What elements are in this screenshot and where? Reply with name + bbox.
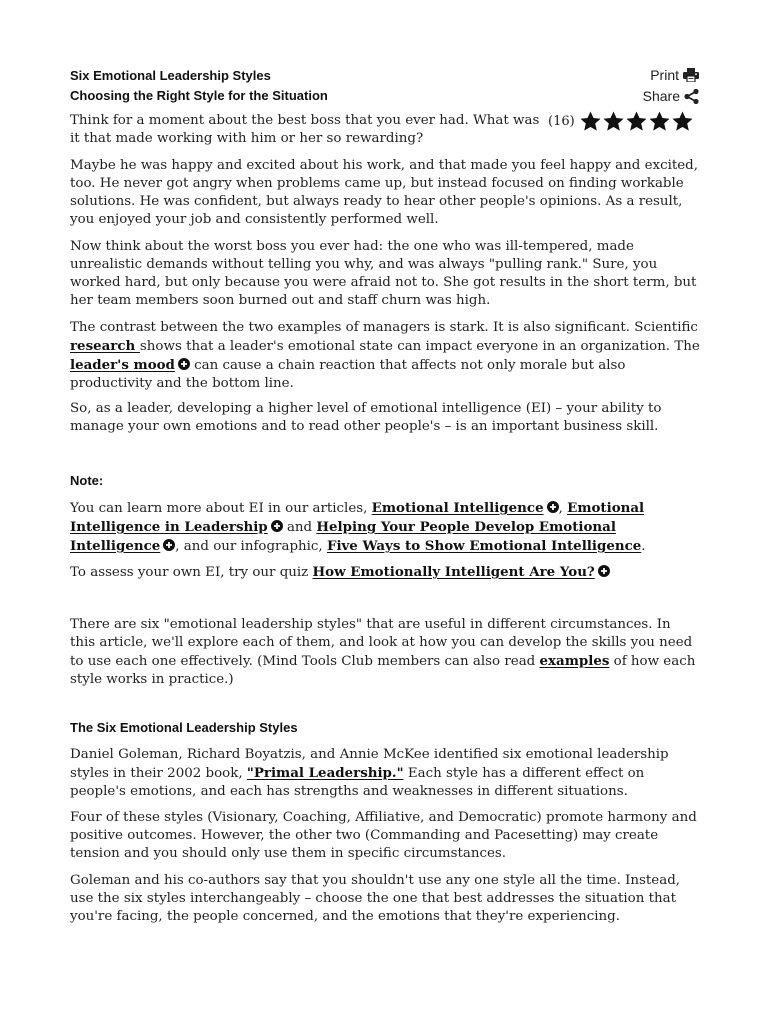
section-heading: The Six Emotional Leadership Styles: [70, 720, 298, 735]
plus-circle-icon[interactable]: [271, 520, 283, 532]
intro-paragraph: Think for a moment about the best boss that you ever had. What was it that made working with him or her so rewarding?: [70, 113, 540, 146]
examples-link[interactable]: examples: [539, 653, 610, 669]
plus-circle-icon[interactable]: [178, 358, 190, 370]
text-segment: shows that a leader's emotional state can impact everyone in an organization. The: [139, 339, 700, 354]
print-label: Print: [650, 67, 679, 83]
text-segment: There are six "emotional leadership styles" that are useful in different circumstances. In this article, we'll explore each of them, and look at how you can develop the skills you need to use each one effectively. (Mind Tools Club members can also read: [70, 617, 693, 669]
text-segment: of how each style works in practice.): [70, 654, 696, 687]
star-icon[interactable]: [579, 110, 602, 133]
research-link[interactable]: research: [70, 338, 140, 354]
star-rating[interactable]: [548, 110, 694, 133]
note-articles: [70, 499, 700, 556]
text-segment: ,: [558, 501, 568, 516]
paragraph-contrast: [70, 319, 700, 393]
helping-people-link[interactable]: Helping Your People Develop Emotional Intelligence: [70, 519, 616, 554]
text-segment: and: [282, 520, 317, 535]
text-segment: can cause a chain reaction that affects not only morale but also productivity and the bottom line.: [70, 358, 626, 391]
article-subtitle: Choosing the Right Style for the Situation: [70, 88, 328, 103]
text-segment: To assess your own EI, try our quiz: [70, 565, 313, 580]
emotional-intelligence-link[interactable]: Emotional Intelligence: [371, 500, 544, 516]
paragraph-best-boss: Maybe he was happy and excited about his work, and that made you feel happy and excited, too. He never got angry when problems came up, but instead focused on finding workable solutions. He was confident, but always ready to hear other people's opinions. As a result, you enjoyed your job and consistently performed well.: [70, 158, 699, 227]
article-title: Six Emotional Leadership Styles: [70, 68, 271, 83]
share-icon: [684, 89, 699, 104]
five-ways-link[interactable]: Five Ways to Show Emotional Intelligence: [326, 538, 642, 554]
note-quiz: [70, 563, 700, 582]
rating-count: (16): [548, 114, 575, 129]
share-button[interactable]: [643, 88, 699, 104]
text-segment: The contrast between the two examples of managers is stark. It is also significant. Scientific: [70, 320, 698, 335]
paragraph-goleman: [70, 746, 700, 801]
paragraph-four-styles: Four of these styles (Visionary, Coaching, Affiliative, and Democratic) promote harmony and positive outcomes. However, the other two (Commanding and Pacesetting) may create tension and you should only use them in specific circumstances.: [70, 810, 697, 861]
note-label: Note:: [70, 473, 104, 488]
text-segment: Daniel Goleman, Richard Boyatzis, and Annie McKee identified six emotional leadership styles in their 2002 book,: [70, 747, 669, 781]
ei-leadership-link[interactable]: Emotional Intelligence in Leadership: [70, 500, 645, 535]
star-icon[interactable]: [648, 110, 671, 133]
share-label: Share: [642, 88, 680, 104]
text-segment: You can learn more about EI in our articles,: [70, 501, 372, 516]
plus-circle-icon[interactable]: [163, 539, 175, 551]
paragraph-ei: So, as a leader, developing a higher level of emotional intelligence (EI) – your ability to manage your own emotions and to read other people's – is an important business skill.: [70, 401, 662, 434]
quiz-link[interactable]: How Emotionally Intelligent Are You?: [312, 564, 595, 580]
rating-stars: [579, 110, 694, 133]
paragraph-interchangeable: Goleman and his co-authors say that you shouldn't use any one style all the time. Instead, use the six styles interchangeably – choose the one that best addresses the situation that you're facing, the people concerned, and the emotions that they're experiencing.: [70, 873, 681, 924]
text-segment: , and our infographic,: [175, 539, 327, 554]
star-icon[interactable]: [602, 110, 625, 133]
print-button[interactable]: [650, 67, 699, 83]
leaders-mood-link[interactable]: leader's mood: [70, 357, 175, 373]
plus-circle-icon[interactable]: [598, 565, 610, 577]
star-icon[interactable]: [671, 110, 694, 133]
paragraph-worst-boss: Now think about the worst boss you ever had: the one who was ill-tempered, made unrealistic demands without telling you why, and was always "pulling rank." Sure, you worked hard, but only because you were afraid not to. She got results in the short term, but her team members soon burned out and staff churn was high.: [70, 239, 697, 308]
star-icon[interactable]: [625, 110, 648, 133]
paragraph-six-styles: [70, 616, 700, 689]
plus-circle-icon[interactable]: [547, 501, 559, 513]
text-segment: .: [641, 539, 646, 554]
printer-icon: [683, 68, 699, 82]
text-segment: Each style has a different effect on people's emotions, and each has strengths and weaknesses in different situations.: [70, 766, 645, 799]
primal-leadership-link[interactable]: "Primal Leadership.": [246, 765, 404, 781]
